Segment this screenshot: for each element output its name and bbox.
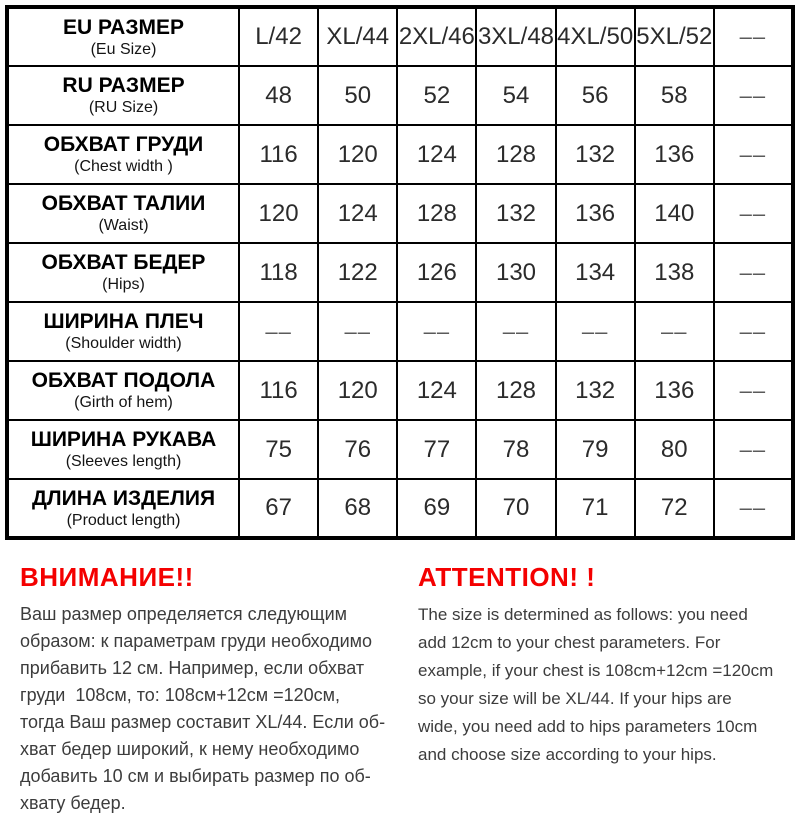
note-line: so your size will be XL/44. If your hips are	[418, 689, 732, 708]
table-row	[7, 479, 793, 538]
row-sublabel: (Girth of hem)	[74, 394, 173, 411]
table-cell-empty: ––	[714, 66, 793, 125]
table-cell-value: 120	[318, 125, 397, 184]
table-cell-empty: ––	[635, 302, 714, 361]
note-line: example, if your chest is 108cm+12cm =120cm	[418, 661, 774, 680]
table-cell-value: 132	[556, 125, 635, 184]
attention-title-ru: ВНИМАНИЕ!!	[20, 562, 194, 592]
note-line: wide, you need add to hips parameters 10cm	[418, 717, 758, 736]
table-cell-value: 138	[635, 243, 714, 302]
row-label: ШИРИНА ПЛЕЧ	[43, 310, 204, 333]
note-line: add 12cm to your chest parameters. For	[418, 633, 721, 652]
note-english	[418, 562, 795, 817]
table-cell-value: 128	[397, 184, 476, 243]
table-cell-value: 136	[635, 361, 714, 420]
table-cell-value: 78	[476, 420, 555, 479]
row-header	[7, 66, 239, 125]
row-sublabel: (Waist)	[98, 217, 149, 234]
table-cell-value: 3XL/48	[476, 7, 555, 66]
table-row	[7, 420, 793, 479]
table-cell-empty: ––	[714, 184, 793, 243]
table-cell-value: 136	[556, 184, 635, 243]
note-line: груди 108см, то: 108см+12см =120см,	[20, 685, 341, 705]
note-english-body	[418, 601, 795, 769]
table-cell-value: 5XL/52	[635, 7, 714, 66]
table-cell-empty: ––	[318, 302, 397, 361]
table-cell-value: 75	[239, 420, 318, 479]
table-cell-empty: ––	[714, 420, 793, 479]
size-chart-table	[5, 5, 795, 540]
table-cell-value: 77	[397, 420, 476, 479]
row-label: RU РАЗМЕР	[62, 74, 185, 97]
table-cell-value: 52	[397, 66, 476, 125]
note-line: образом: к параметрам груди необходимо	[20, 631, 373, 651]
table-cell-value: 124	[397, 361, 476, 420]
row-header	[7, 125, 239, 184]
table-cell-value: 72	[635, 479, 714, 538]
table-cell-empty: ––	[714, 361, 793, 420]
table-cell-empty: ––	[714, 243, 793, 302]
table-cell-empty: ––	[397, 302, 476, 361]
table-cell-value: 79	[556, 420, 635, 479]
row-header	[7, 7, 239, 66]
note-line: хват бедер широкий, к нему необходимо	[20, 739, 360, 759]
note-line: хвату бедер.	[20, 793, 126, 813]
table-cell-empty: ––	[714, 479, 793, 538]
row-sublabel: (Eu Size)	[90, 40, 157, 58]
table-cell-value: 58	[635, 66, 714, 125]
table-cell-value: 132	[556, 361, 635, 420]
row-label: ДЛИНА ИЗДЕЛИЯ	[31, 486, 216, 510]
table-row	[7, 125, 793, 184]
row-sublabel: (Chest width )	[74, 158, 173, 175]
row-sublabel: (Shoulder width)	[65, 335, 182, 352]
table-cell-value: 67	[239, 479, 318, 538]
table-cell-value: 54	[476, 66, 555, 125]
table-cell-value: 48	[239, 66, 318, 125]
table-cell-value: 118	[239, 243, 318, 302]
table-cell-value: 128	[476, 361, 555, 420]
table-cell-empty: ––	[239, 302, 318, 361]
table-cell-value: 2XL/46	[397, 7, 476, 66]
row-header	[7, 361, 239, 420]
note-russian-body	[20, 601, 403, 817]
table-cell-empty: ––	[476, 302, 555, 361]
table-cell-value: 128	[476, 125, 555, 184]
table-cell-empty: ––	[714, 302, 793, 361]
table-cell-empty: ––	[714, 125, 793, 184]
row-sublabel: (Hips)	[102, 276, 145, 293]
table-cell-value: 120	[318, 361, 397, 420]
row-sublabel: (Product length)	[66, 511, 181, 529]
note-line: добавить 10 см и выбирать размер по об-	[20, 766, 371, 786]
table-cell-value: 80	[635, 420, 714, 479]
row-label: ОБХВАТ ГРУДИ	[43, 133, 204, 156]
row-label: ОБХВАТ БЕДЕР	[41, 251, 206, 274]
row-header	[7, 420, 239, 479]
note-line: and choose size according to your hips.	[418, 745, 717, 764]
note-line: The size is determined as follows: you need	[418, 605, 748, 624]
table-row	[7, 66, 793, 125]
table-cell-value: 70	[476, 479, 555, 538]
attention-title-en: ATTENTION! !	[418, 562, 596, 592]
table-cell-value: 120	[239, 184, 318, 243]
table-cell-value: 140	[635, 184, 714, 243]
note-line: прибавить 12 см. Например, если обхват	[20, 658, 365, 678]
row-label: EU РАЗМЕР	[63, 15, 184, 39]
table-cell-value: 122	[318, 243, 397, 302]
table-cell-empty: ––	[556, 302, 635, 361]
table-cell-value: 116	[239, 125, 318, 184]
row-label: ОБХВАТ ТАЛИИ	[41, 192, 206, 215]
row-sublabel: (Sleeves length)	[65, 453, 182, 470]
table-cell-value: 76	[318, 420, 397, 479]
row-label: ШИРИНА РУКАВА	[30, 428, 217, 451]
table-cell-value: 116	[239, 361, 318, 420]
table-row	[7, 7, 793, 66]
table-cell-value: L/42	[239, 7, 318, 66]
row-header	[7, 243, 239, 302]
row-sublabel: (RU Size)	[88, 99, 159, 116]
table-cell-value: 136	[635, 125, 714, 184]
note-line: тогда Ваш размер составит XL/44. Если об-	[20, 712, 386, 732]
table-row	[7, 361, 793, 420]
note-line: Ваш размер определяется следующим	[20, 604, 348, 624]
table-cell-value: 132	[476, 184, 555, 243]
row-header	[7, 302, 239, 361]
table-cell-value: 50	[318, 66, 397, 125]
table-row	[7, 184, 793, 243]
table-cell-value: 130	[476, 243, 555, 302]
table-cell-value: 124	[318, 184, 397, 243]
row-header	[7, 184, 239, 243]
row-label: ОБХВАТ ПОДОЛА	[31, 369, 216, 392]
table-cell-value: XL/44	[318, 7, 397, 66]
table-cell-empty: ––	[714, 7, 793, 66]
notes-section	[20, 562, 795, 817]
table-cell-value: 124	[397, 125, 476, 184]
table-row	[7, 243, 793, 302]
note-russian	[20, 562, 403, 817]
row-header	[7, 479, 239, 538]
table-cell-value: 134	[556, 243, 635, 302]
table-cell-value: 71	[556, 479, 635, 538]
table-cell-value: 56	[556, 66, 635, 125]
table-cell-value: 4XL/50	[556, 7, 635, 66]
table-cell-value: 69	[397, 479, 476, 538]
table-cell-value: 68	[318, 479, 397, 538]
table-row	[7, 302, 793, 361]
table-cell-value: 126	[397, 243, 476, 302]
